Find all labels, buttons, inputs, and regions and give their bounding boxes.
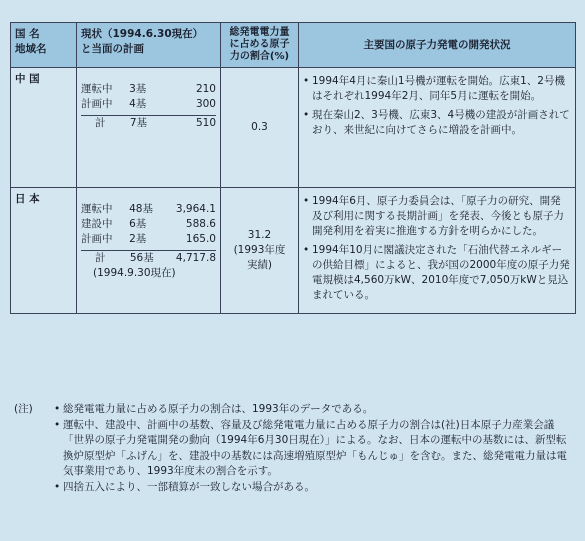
- status-line: [81, 97, 216, 112]
- status-cell: [77, 68, 221, 188]
- capacity: 300: [195, 98, 216, 110]
- table-header-row: [11, 23, 576, 68]
- notes-section: [14, 402, 570, 495]
- note-item: • 運転中、建設中、計画中の基数、容量及び総発電電力量に占める原子力の割合は(社)日本原子力産業会議「世界の原子力発電開発の動向（1994年6月30日現在）」による。なお、日本の運転中の基数には、新型転換炉原型炉「ふげん」を、建設中の基数には高速増殖原型炉「もんじゅ」を含む。また、総発電電力量は電気事業用であり、1993年度末の割合を示す。: [54, 418, 570, 480]
- notes-list: [54, 402, 570, 495]
- list-item: • 1994年10月に閣議決定された「石油代替エネルギーの供給目標」によると、我が国の2000年度の原子力発電規模は4,560万kW、2010年度で7,050万kWと見込まれている。: [303, 243, 571, 303]
- country-cell: 中 国: [11, 68, 77, 188]
- development-cell: [299, 188, 576, 314]
- share-cell: 0.3: [221, 68, 299, 188]
- total-line: [81, 251, 216, 266]
- header-country: 国 名 地域名: [11, 23, 77, 68]
- total-count: 56基: [129, 252, 154, 264]
- note-item: • 四捨五入により、一部積算が一致しない場合がある。: [54, 480, 570, 496]
- list-item: • 1994年6月、原子力委員会は、「原子力の研究、開発及び利用に関する長期計画」を発表、今後とも原子力開発利用を着実に推進する方針を明らかにした。: [303, 194, 571, 239]
- list-item: • 1994年4月に秦山1号機が運転を開始。広東1、2号機はそれぞれ1994年2月、同年5月に運転を開始。: [303, 74, 571, 104]
- status-label: 建設中: [81, 218, 113, 230]
- total-count: 7基: [129, 117, 148, 129]
- total-date-note: (1994.9.30現在): [93, 267, 176, 279]
- header-share: 総発電電力量 に占める原子 力の割合(%): [221, 23, 299, 68]
- notes-heading: (注): [14, 403, 33, 415]
- note-item: • 総発電電力量に占める原子力の割合は、1993年のデータである。: [54, 402, 570, 418]
- status-label: 運転中: [81, 203, 113, 215]
- table-row: [11, 188, 576, 314]
- capacity: 210: [195, 83, 216, 95]
- status-label: 計画中: [81, 233, 113, 245]
- status-label: 運転中: [81, 83, 113, 95]
- total-capacity: 4,717.8: [175, 252, 216, 264]
- status-line: [81, 217, 216, 232]
- total-capacity: 510: [195, 117, 216, 129]
- capacity: 165.0: [185, 233, 216, 245]
- status-line: [81, 232, 216, 247]
- share-cell: 31.2 (1993年度 実績): [221, 188, 299, 314]
- unit-count: 6基: [129, 218, 147, 230]
- list-item: • 現在秦山2、3号機、広東3、4号機の建設が計画されており、来世紀に向けてさらに増設を計画中。: [303, 108, 571, 138]
- capacity: 588.6: [185, 218, 216, 230]
- header-development: 主要国の原子力発電の開発状況: [299, 23, 576, 68]
- unit-count: 48基: [129, 203, 153, 215]
- header-status: 現状（1994.6.30現在） と当面の計画: [77, 23, 221, 68]
- unit-count: 2基: [129, 233, 147, 245]
- development-list: [303, 74, 571, 138]
- total-line: [81, 116, 216, 131]
- total-label: 計: [95, 117, 106, 129]
- development-cell: [299, 68, 576, 188]
- table-row: [11, 68, 576, 188]
- status-label: 計画中: [81, 98, 113, 110]
- capacity: 3,964.1: [175, 203, 216, 215]
- status-cell: [77, 188, 221, 314]
- total-label: 計: [95, 252, 106, 264]
- unit-count: 4基: [129, 98, 147, 110]
- nuclear-status-table: [10, 22, 576, 314]
- development-list: [303, 194, 571, 303]
- status-line: [81, 202, 216, 217]
- unit-count: 3基: [129, 83, 147, 95]
- country-cell: 日 本: [11, 188, 77, 314]
- status-line: [81, 82, 216, 97]
